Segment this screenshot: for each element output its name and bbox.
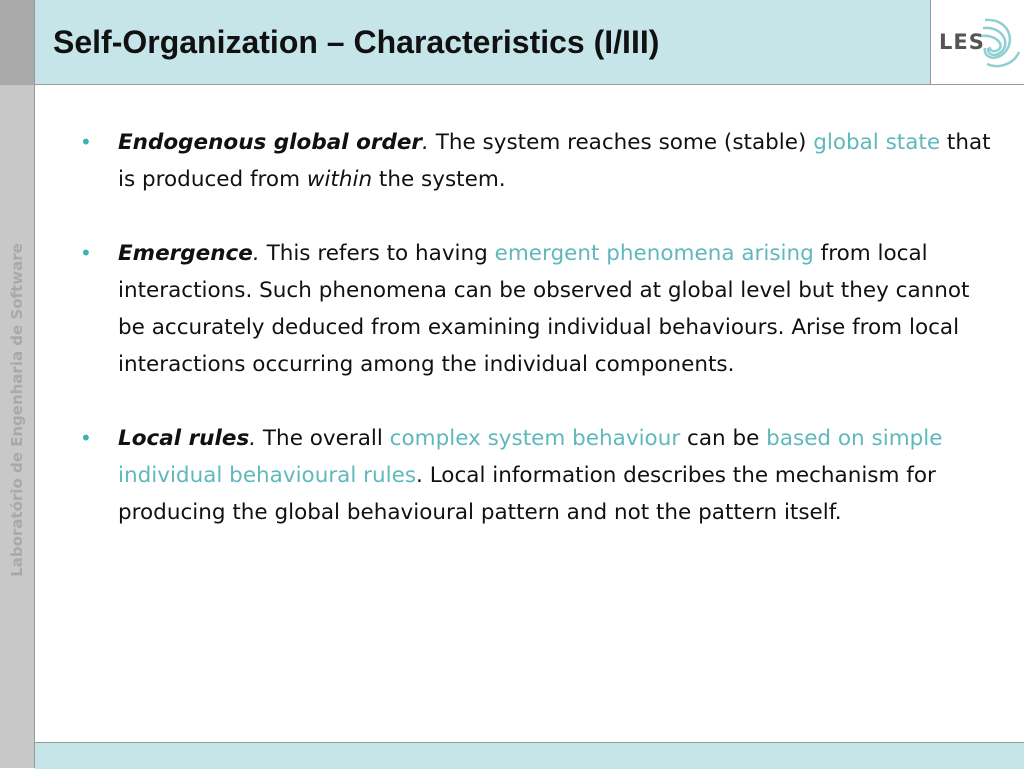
bullet-endogenous-global-order xyxy=(80,124,1000,198)
text: This refers to having xyxy=(259,241,495,266)
logo xyxy=(930,0,1024,85)
bullet-dot-icon: • xyxy=(80,130,92,154)
bullet-emergence xyxy=(80,235,1000,383)
text: The system reaches some (stable) xyxy=(428,130,814,155)
term: Emergence xyxy=(118,241,253,266)
text: that is produced from xyxy=(118,130,991,192)
footer-bar xyxy=(35,742,1024,769)
term-punct: . xyxy=(422,130,429,155)
term-punct: . xyxy=(249,426,257,451)
text: from local interactions. Such phenomena can be observed at global level but they cannot be accurately deduced from examining individual behaviours. Arise from local interactions occurring among the individual components. xyxy=(118,241,970,377)
highlight: based on simple individual behavioural rules xyxy=(118,426,943,488)
slide-body xyxy=(80,124,1000,568)
logo-text: LES xyxy=(939,30,985,54)
bullet-dot-icon: • xyxy=(80,241,92,265)
title-bar xyxy=(35,0,930,85)
slide-title: Self-Organization – Characteristics (I/III) xyxy=(53,24,660,60)
swirl-logo-icon xyxy=(981,12,1021,72)
text: The overall xyxy=(256,426,390,451)
highlight: emergent phenomena arising xyxy=(494,241,814,266)
text: can be xyxy=(680,426,767,451)
text: . Local information describes the mechanism for producing the global behavioural pattern and not the pattern itself. xyxy=(118,463,936,525)
bullet-local-rules xyxy=(80,420,1000,531)
highlight: global state xyxy=(813,130,941,155)
bullet-dot-icon: • xyxy=(80,426,92,450)
term-punct: . xyxy=(252,241,260,266)
text: the system. xyxy=(372,167,506,192)
term: Endogenous global order xyxy=(118,130,423,155)
side-caption: Laboratório de Engenharia de Software xyxy=(8,243,26,577)
highlight: complex system behaviour xyxy=(389,426,681,451)
left-sidebar-top-block xyxy=(0,0,34,85)
emphasis: within xyxy=(306,167,373,192)
term: Local rules xyxy=(118,426,250,451)
